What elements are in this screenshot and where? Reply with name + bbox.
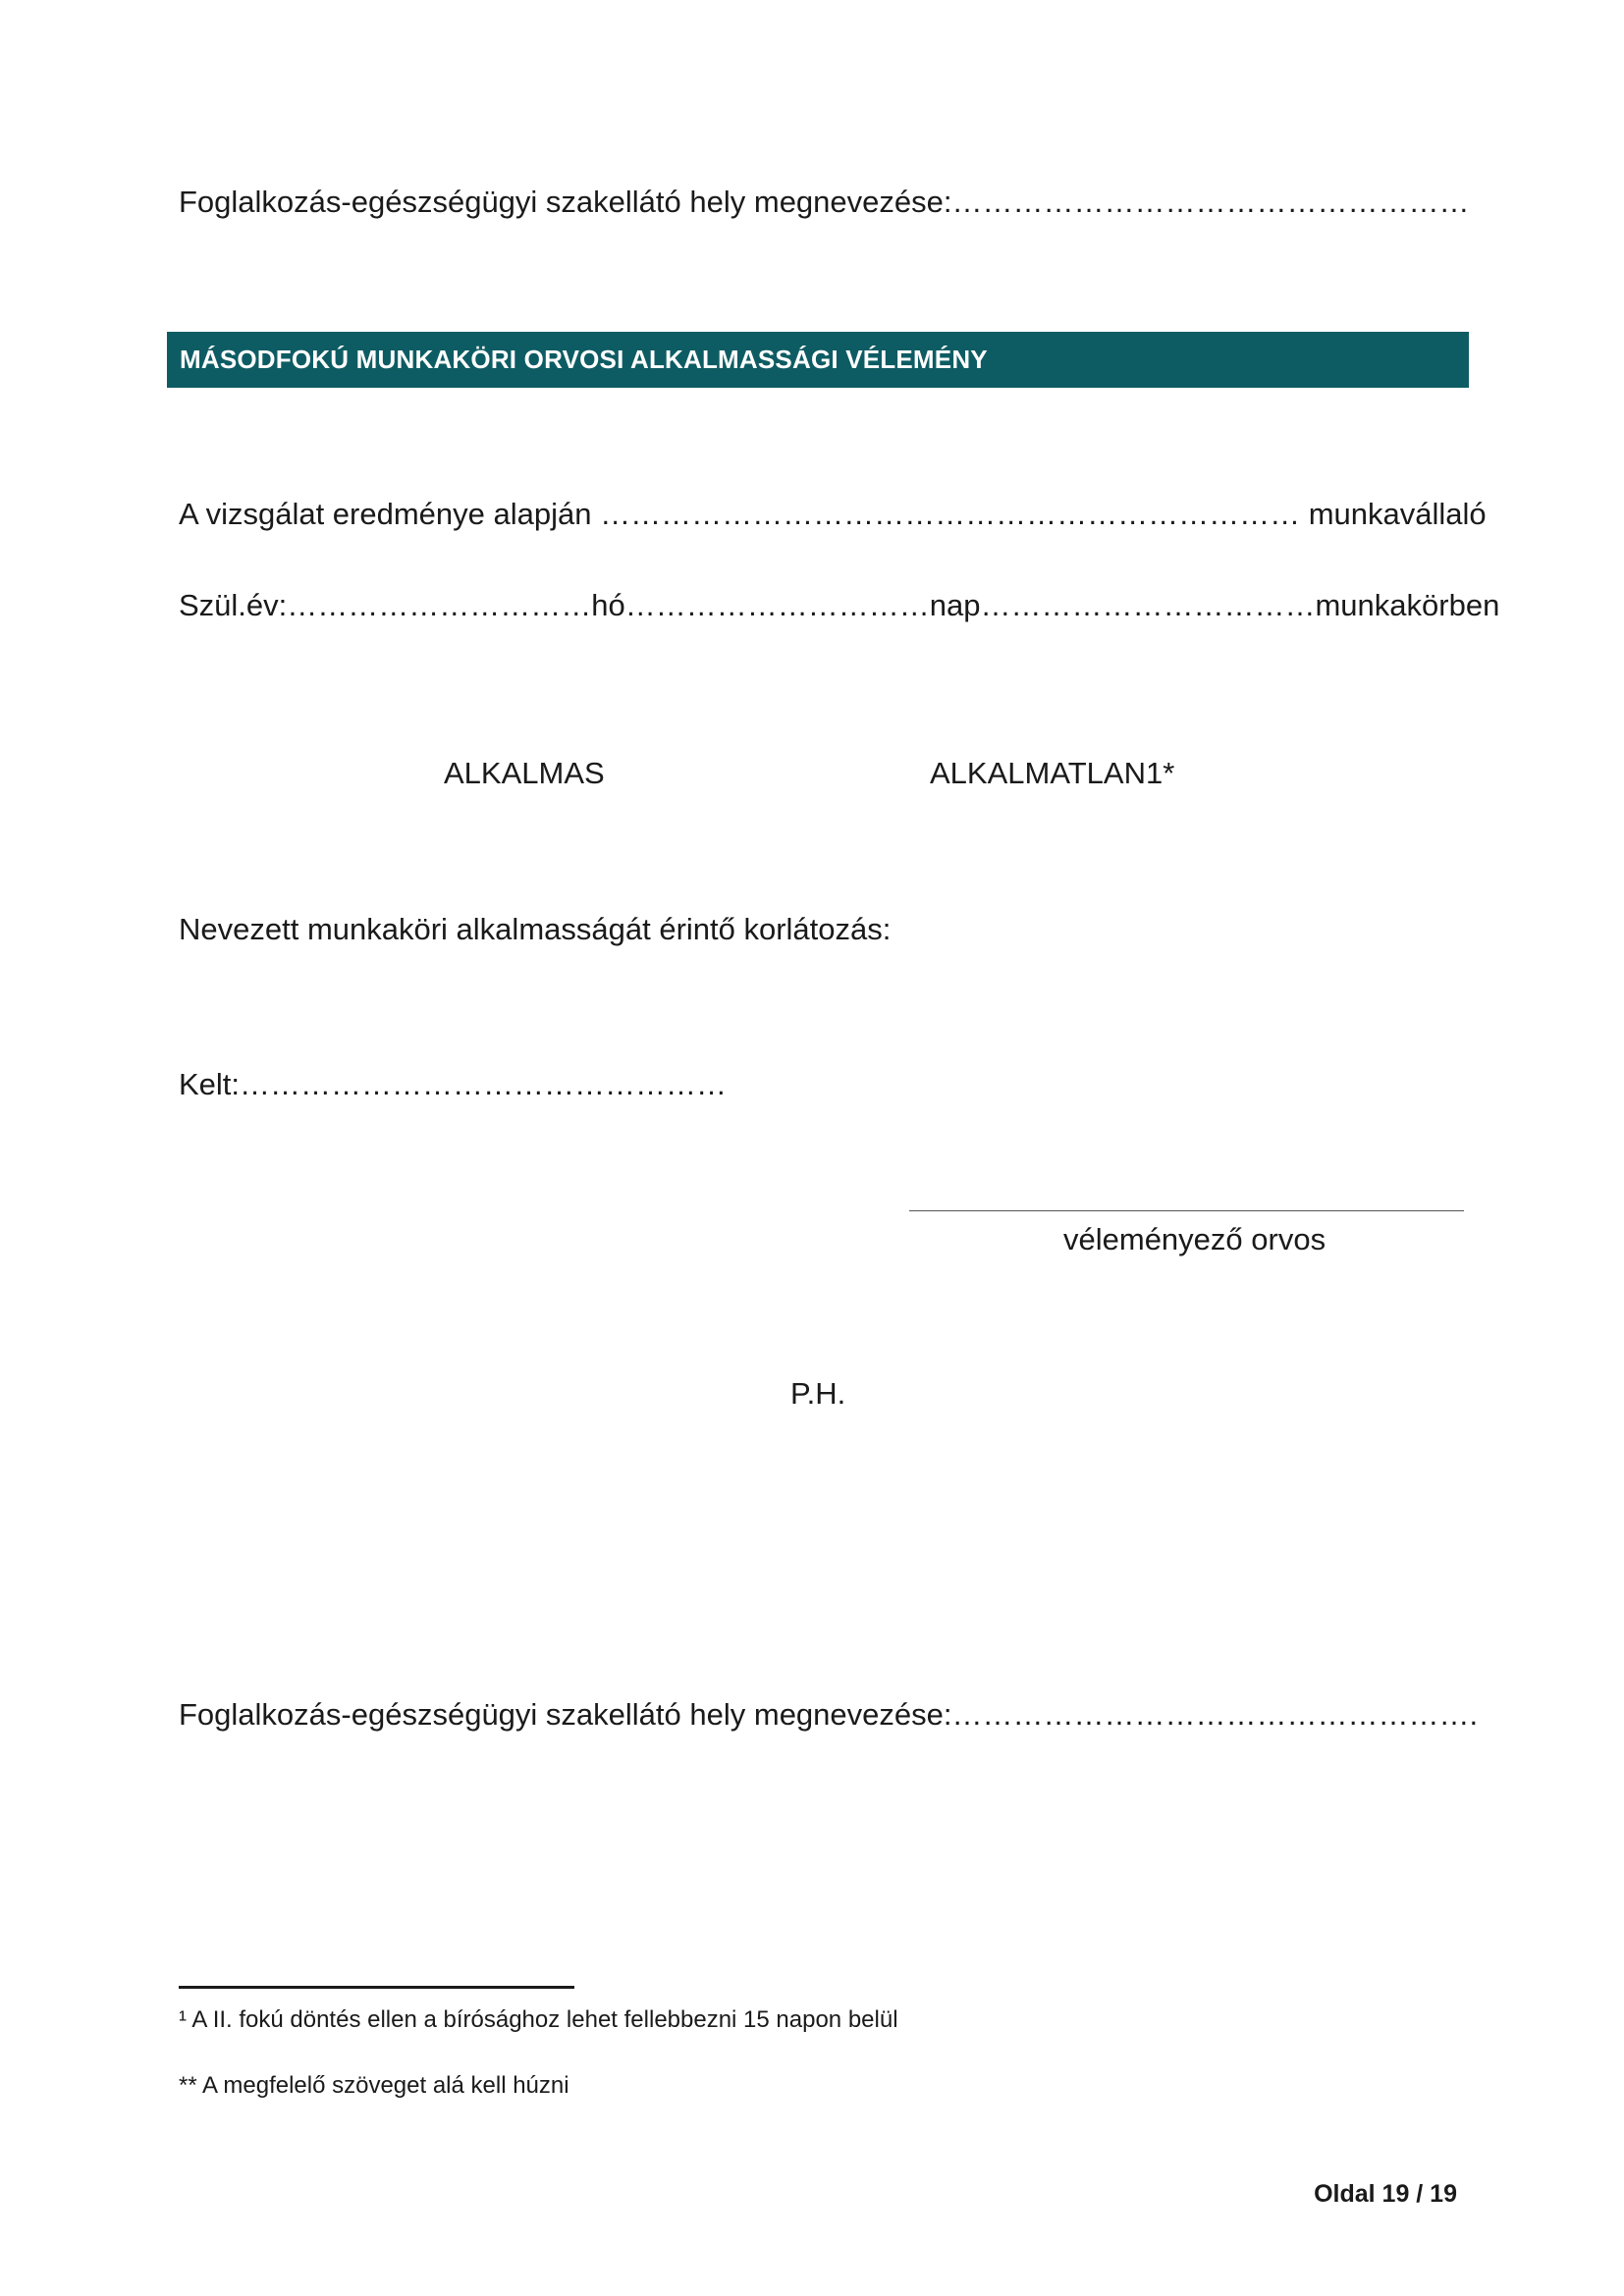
option-fit: ALKALMAS (444, 756, 605, 790)
stamp-label: P.H. (790, 1376, 846, 1411)
signature-line (909, 1210, 1464, 1211)
bottom-facility-line: Foglalkozás-egészségügyi szakellátó hely megnevezése:……………………………………………. (179, 1697, 1479, 1732)
restriction-label: Nevezett munkaköri alkalmasságát érintő korlátozás: (179, 912, 892, 946)
exam-result-line: A vizsgálat eredménye alapján …………………………………………………………… munkavállaló (179, 497, 1487, 531)
top-facility-line: Foglalkozás-egészségügyi szakellátó hely megnevezése:…………………………………………… (179, 185, 1470, 219)
birth-date-line: Szül.év:…………………………hó…………………………nap……………………………munkakörben (179, 588, 1500, 622)
page-number: Oldal 19 / 19 (1314, 2180, 1457, 2208)
signature-label: véleményező orvos (1063, 1222, 1326, 1256)
footnote-1: ¹ A II. fokú döntés ellen a bírósághoz lehet fellebbezni 15 napon belül (179, 2006, 898, 2033)
footnote-2: ** A megfelelő szöveget alá kell húzni (179, 2072, 569, 2099)
option-unfit: ALKALMATLAN1* (930, 756, 1175, 790)
footnote-separator (179, 1986, 574, 1989)
section-title-banner: MÁSODFOKÚ MUNKAKÖRI ORVOSI ALKALMASSÁGI VÉLEMÉNY (167, 332, 1469, 388)
date-line: Kelt:………………………………………… (179, 1067, 728, 1101)
